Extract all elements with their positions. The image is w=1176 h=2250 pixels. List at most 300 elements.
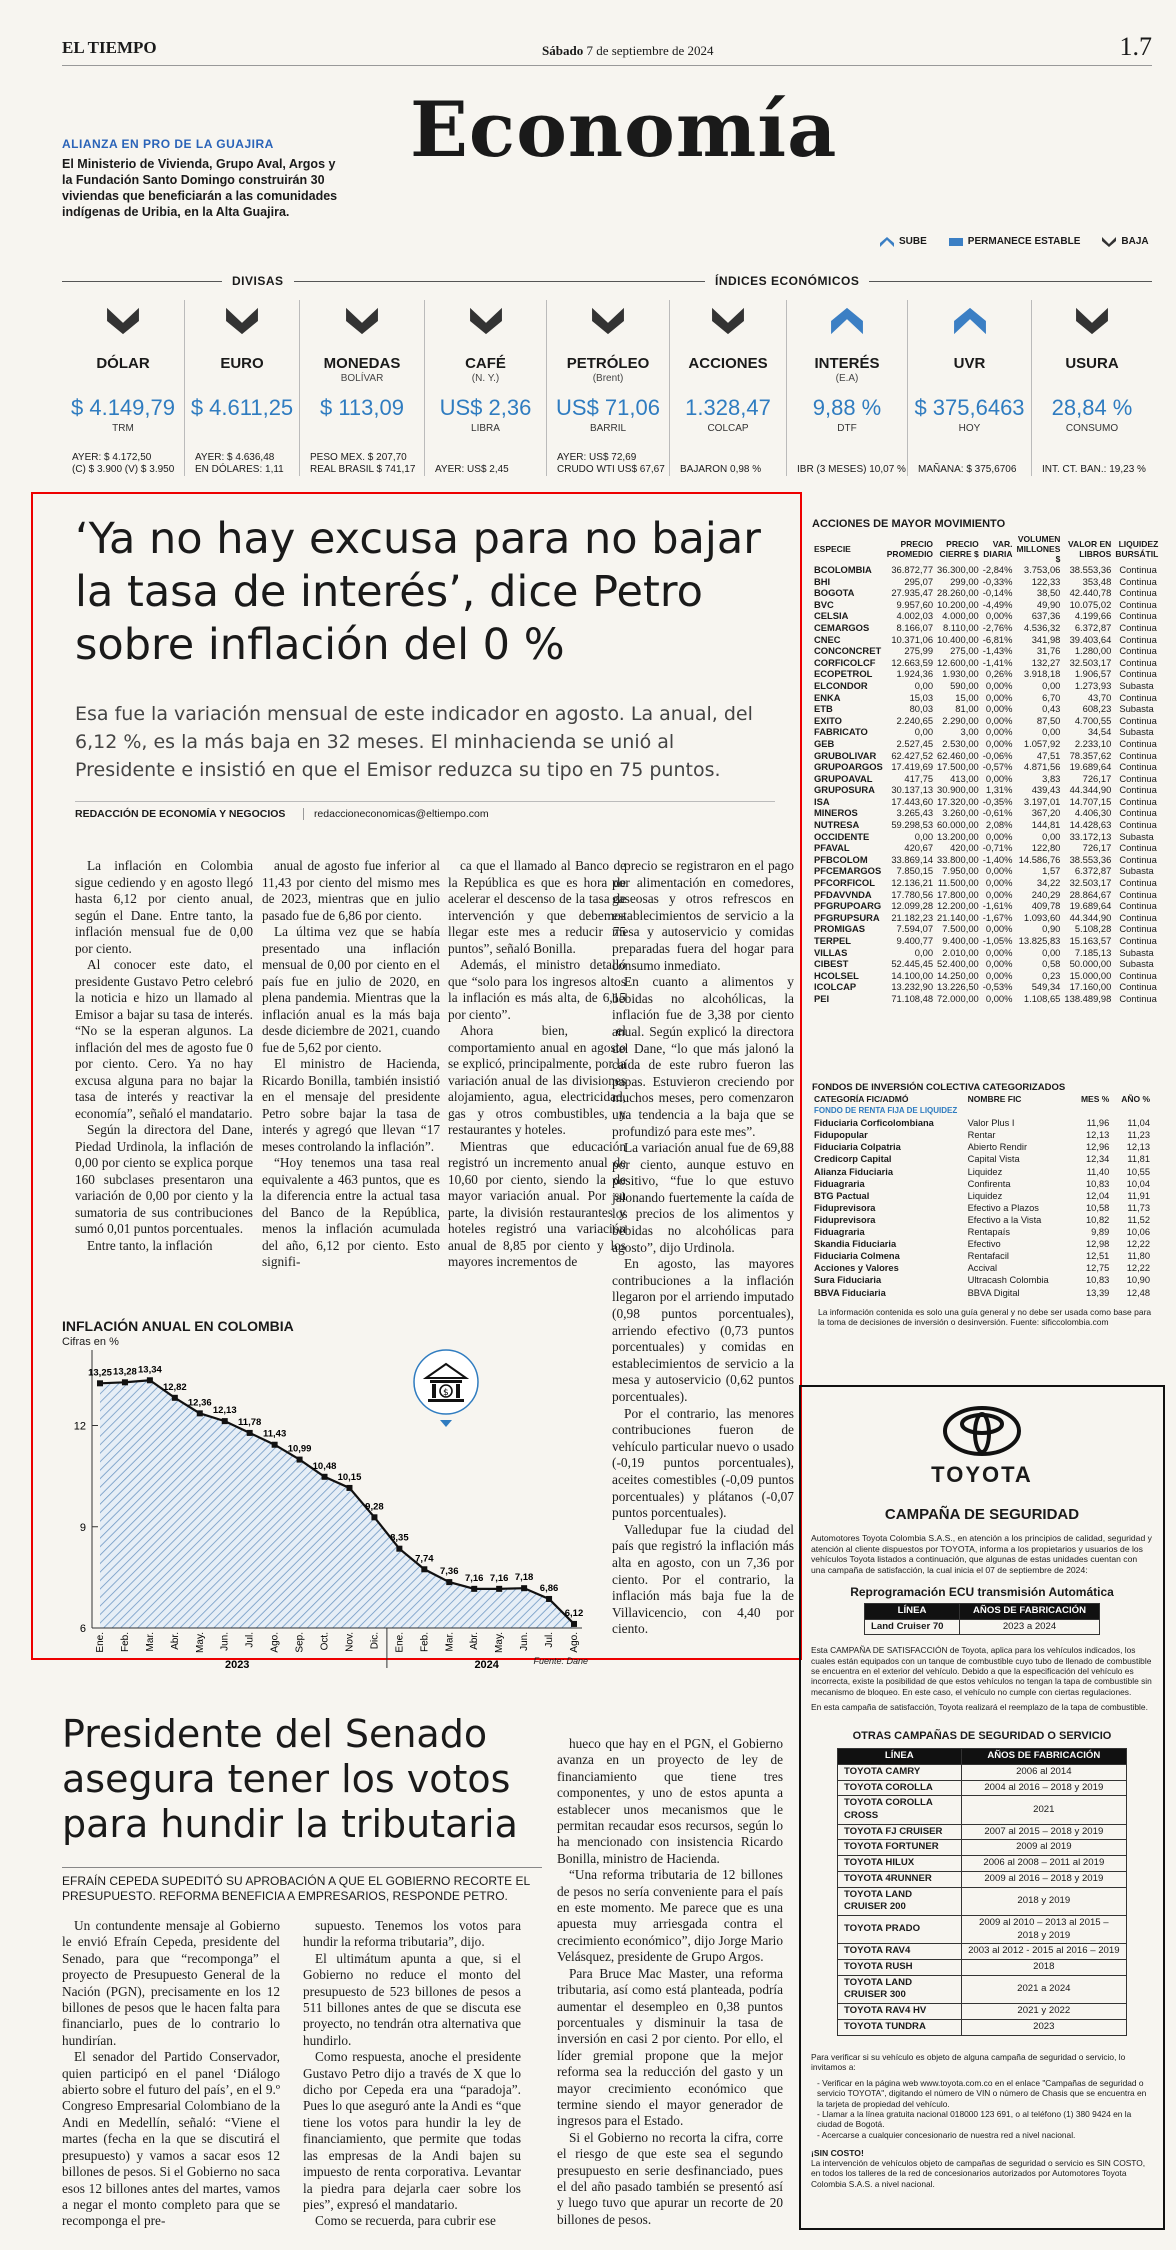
table-cell: 0,00% xyxy=(985,958,1013,970)
section-title: Economía xyxy=(410,85,838,174)
table-cell: 0,00% xyxy=(985,888,1013,900)
table-row xyxy=(812,947,1160,959)
table-cell: 36.872,77 xyxy=(891,564,934,575)
bank-icon xyxy=(412,1348,480,1428)
table-header: LÍNEA xyxy=(838,1749,962,1765)
table-cell: OCCIDENTE xyxy=(814,830,870,842)
indicator-name: CAFÉ xyxy=(465,355,506,372)
table-cell: 12,34 xyxy=(1086,1154,1110,1165)
table-cell: -1,61% xyxy=(982,900,1013,912)
data-label: 12,36 xyxy=(187,1397,212,1409)
table-cell: 0,00 xyxy=(1042,679,1061,691)
indicator-name: PETRÓLEO xyxy=(566,355,650,372)
table-row xyxy=(812,981,1160,993)
table-cell: 2021 xyxy=(961,1796,1126,1824)
y-tick-label: 9 xyxy=(79,1521,86,1534)
table-cell: 353,48 xyxy=(1082,575,1112,587)
table-cell: Continua xyxy=(1119,969,1157,981)
data-label: 13,25 xyxy=(88,1367,112,1379)
funds-note: La información contenida es solo una guía general y no debe ser usada como base para la toma de decisiones de inversión o desinversión. Fuente: sificcolombia.com xyxy=(818,1306,1152,1327)
table-cell: 0,00 xyxy=(914,679,934,691)
table-cell: Efectivo a Plazos xyxy=(967,1202,1039,1213)
paragraph: precio se registraron en el pago por alimentación en comedores, gaseosas y otros refrescos en establecimientos de servicio a la mesa y autoservicio y comidas preparadas fuera del hogar para consumo inmediato. xyxy=(612,858,794,973)
table-cell: Fiduprevisora xyxy=(814,1202,876,1213)
data-point xyxy=(322,1474,328,1480)
data-point xyxy=(222,1418,228,1424)
paragraph: Además, el ministro detalló que “solo para los ingresos altos la inflación es más alta, de 6,15 por ciento”. xyxy=(448,957,626,1022)
table-cell: 0,00 xyxy=(1042,946,1061,958)
table-cell: 2021 a 2024 xyxy=(961,1975,1126,2003)
area-fill xyxy=(100,1380,574,1628)
data-label: 12,13 xyxy=(212,1405,237,1417)
indicator-6 xyxy=(787,300,908,476)
table-row xyxy=(812,1153,1152,1165)
indicator-name: EURO xyxy=(220,355,264,372)
table-cell: Subasta xyxy=(1119,958,1154,970)
table-cell: 21.140,00 xyxy=(937,911,979,923)
table-cell: FABRICATO xyxy=(814,726,868,738)
table-cell: Subasta xyxy=(1119,865,1154,877)
table-cell: -1,40% xyxy=(982,853,1013,865)
table-cell: 17.443,60 xyxy=(891,795,934,807)
paragraph: Según la directora del Dane, Piedad Urdinola, la inflación de 0,00 por ciento se explica porque 160 subclases presentaron una variación de 0,00 por ciento y la sumatoria de sus contribuciones sumó 0,01 puntos porcentuales. xyxy=(75,1122,253,1236)
table-cell: Fiduciaria Corficolombiana xyxy=(814,1118,934,1129)
table-cell: 11,73 xyxy=(1127,1202,1150,1213)
table-cell: 15.000,00 xyxy=(1069,969,1112,981)
stocks-header: ESPECIE xyxy=(814,544,851,554)
indicator-sub: BOLÍVAR xyxy=(340,373,384,384)
table-cell: 0,00% xyxy=(985,992,1013,1004)
table-cell: 31,76 xyxy=(1036,645,1061,657)
table-cell: -0,35% xyxy=(982,795,1013,807)
table-row xyxy=(838,1915,1127,1943)
table-row xyxy=(812,715,1160,727)
table-cell: 39.403,64 xyxy=(1069,633,1112,645)
paragraph: La variación anual fue de 69,88 por ciento, aunque estuvo en positivo, “fue lo que estuvo jalonando fuertemente la caída de los precios de los alimentos y bebidas no alcohólicas para agosto”, dijo Urdinola. xyxy=(612,1140,794,1255)
table-row xyxy=(812,1117,1152,1129)
data-label: 10,15 xyxy=(337,1471,362,1483)
table-cell: TOYOTA RAV4 xyxy=(838,1944,962,1960)
data-label: 10,99 xyxy=(287,1443,312,1455)
table-cell: 38.553,36 xyxy=(1069,853,1112,865)
table-cell: 1.108,65 xyxy=(1023,992,1061,1004)
table-row xyxy=(812,889,1160,901)
table-cell: Continua xyxy=(1119,645,1157,657)
table-cell: Liquidez xyxy=(967,1166,1003,1177)
year-label: 2023 xyxy=(224,1659,250,1668)
table-cell: 81,00 xyxy=(955,703,979,715)
funds-header: NOMBRE FIC xyxy=(967,1094,1022,1104)
table-cell: 38,50 xyxy=(1036,587,1061,599)
legend-down: BAJA xyxy=(1102,236,1148,247)
x-tick-label: Oct. xyxy=(319,1632,331,1651)
table-cell: 0,00% xyxy=(985,679,1013,691)
paragraph: El ultimátum apunta a que, si el Gobierno no reduce el monto del presupuesto de 523 billones de pesos a 511 billones antes de que se discuta ese proyecto, no tendrán otra alternativa que hundirlo. xyxy=(303,1950,521,2048)
indicator-name: USURA xyxy=(1065,355,1119,372)
table-row xyxy=(838,1887,1127,1915)
table-cell: 132,27 xyxy=(1031,656,1061,668)
table-cell: 17.320,00 xyxy=(937,795,979,807)
table-cell: 0,00 xyxy=(914,830,934,842)
indicator-unit: TRM xyxy=(112,423,134,434)
paragraph: anual de agosto fue inferior al 11,43 por ciento del mismo mes de 2023, mientras que en julio pasado fue de 6,86 por ciento. xyxy=(262,858,440,923)
table-cell: 62.460,00 xyxy=(937,749,979,761)
table-cell: 0,23 xyxy=(1042,969,1061,981)
table-cell: 4.002,03 xyxy=(896,610,934,622)
table-cell: GRUPOARGOS xyxy=(814,761,883,773)
cost-title: ¡SIN COSTO! xyxy=(811,2147,864,2158)
table-cell: 7.950,00 xyxy=(942,865,979,877)
table-row xyxy=(838,2019,1127,2035)
table-cell: Rentar xyxy=(967,1130,996,1141)
data-label: 9,28 xyxy=(365,1501,384,1513)
table-cell: 14.586,76 xyxy=(1018,853,1061,865)
indicator-foot: AYER: $ 4.172,50 (C) $ 3.900 (V) $ 3.950 xyxy=(72,452,175,475)
table-cell: Fiduciaria Colmena xyxy=(814,1251,900,1262)
data-label: 7,18 xyxy=(514,1572,534,1584)
paragraph: ca que el llamado al Banco de la República es que es hora de acelerar el descenso de la tasa de intervención y que debemos llegar este mes a reducir 75 puntos”, señaló Bonilla. xyxy=(448,858,626,956)
data-label: 6,86 xyxy=(539,1582,559,1594)
table-cell: 11,23 xyxy=(1127,1130,1150,1141)
table-row xyxy=(838,1840,1127,1856)
table-row xyxy=(812,1262,1152,1274)
indicator-unit: BARRIL xyxy=(589,423,627,434)
table-cell: 28.864,67 xyxy=(1069,888,1112,900)
table-cell: 1.280,00 xyxy=(1074,645,1112,657)
table-cell: CELSIA xyxy=(814,610,849,622)
date-day: Sábado xyxy=(542,43,584,58)
down-arrow-icon xyxy=(343,306,381,336)
table-cell: 10,04 xyxy=(1126,1178,1150,1189)
table-header: LÍNEA xyxy=(865,1604,960,1620)
table-cell: CORFICOLCF xyxy=(814,656,876,668)
data-label: 11,78 xyxy=(238,1416,262,1428)
table-cell: TOYOTA TUNDRA xyxy=(838,2019,962,2035)
table-cell: Continua xyxy=(1119,564,1157,575)
funds-title: FONDOS DE INVERSIÓN COLECTIVA CATEGORIZADOS xyxy=(812,1082,1066,1093)
table-cell: 10,83 xyxy=(1086,1275,1110,1286)
x-tick-label: Ene. xyxy=(95,1632,106,1653)
chart-title: INFLACIÓN ANUAL EN COLOMBIA xyxy=(62,1318,294,1334)
table-cell: 4.536,32 xyxy=(1023,621,1061,633)
paragraph: Valledupar fue la ciudad del país que registró la inflación más alta en agosto, con un 7,36 por ciento. Por el contrario, la inflación más baja fue la de Villavicencio, con 4,40 por ciento. xyxy=(612,1521,794,1637)
x-tick-label: Jul. xyxy=(244,1632,256,1648)
table-cell: 12.663,59 xyxy=(891,656,934,668)
table-cell: 11,80 xyxy=(1127,1251,1150,1262)
table-cell: 10,55 xyxy=(1126,1166,1150,1177)
indicator-foot: INT. CT. BAN.: 19,23 % xyxy=(1042,464,1146,475)
table-cell: 10,58 xyxy=(1086,1202,1110,1213)
table-row xyxy=(812,1226,1152,1238)
x-tick-label: Jul. xyxy=(544,1632,556,1648)
table-row xyxy=(812,576,1160,588)
x-tick-label: Abr. xyxy=(169,1632,181,1650)
table-cell: 33.869,14 xyxy=(891,853,934,865)
data-point xyxy=(147,1377,153,1383)
table-cell: 36.300,00 xyxy=(937,564,979,575)
table-cell: 10,90 xyxy=(1126,1275,1150,1286)
table-header: AÑOS DE FABRICACIÓN xyxy=(960,1604,1100,1620)
table-cell: 409,78 xyxy=(1031,900,1061,912)
article2-subhead: EFRAÍN CEPEDA SUPEDITÓ SU APROBACIÓN A QUE EL GOBIERNO RECORTE EL PRESUPUESTO. REFORMA BENEFICIA A EMPRESARIOS, RESPONDE PETRO. xyxy=(62,1867,542,1904)
table-cell: Continua xyxy=(1119,575,1157,587)
table-cell: 275,00 xyxy=(950,645,979,657)
table-cell: -2,76% xyxy=(982,621,1013,633)
table-cell: 0,00% xyxy=(985,923,1013,935)
toyota-steps xyxy=(801,2072,1163,2140)
table-row xyxy=(812,1250,1152,1262)
table-cell: PFBCOLOM xyxy=(814,853,868,865)
table-cell: 0,58 xyxy=(1042,958,1061,970)
table-cell: 549,34 xyxy=(1031,981,1061,993)
table-cell: 0,00% xyxy=(985,703,1013,715)
table-cell: 2009 al 2019 xyxy=(961,1840,1126,1856)
table-cell: 60.000,00 xyxy=(937,819,979,831)
table-cell: 2018 xyxy=(961,1960,1126,1976)
x-tick-label: Mar. xyxy=(144,1632,156,1652)
article-column-3 xyxy=(448,858,626,1271)
table-cell: 1.906,57 xyxy=(1074,668,1112,680)
stocks-table-block xyxy=(812,518,1159,1005)
table-cell: 2.290,00 xyxy=(942,714,979,726)
table-cell: 12,51 xyxy=(1086,1251,1110,1262)
table-cell: Continua xyxy=(1119,900,1157,912)
data-point xyxy=(197,1410,203,1416)
indicator-1 xyxy=(185,300,300,476)
table-cell: 13.200,00 xyxy=(937,830,979,842)
inflation-chart xyxy=(62,1318,598,1668)
table-row xyxy=(812,1287,1152,1299)
table-row xyxy=(812,599,1160,611)
table-cell: Valor Plus I xyxy=(967,1118,1015,1129)
table-cell: 12.136,21 xyxy=(891,877,934,889)
table-cell: Accival xyxy=(967,1263,998,1274)
table-cell: -0,53% xyxy=(982,981,1013,993)
table-cell: Efectivo xyxy=(967,1239,1001,1250)
table-cell: Fiduciaria Colpatria xyxy=(814,1142,901,1153)
table-cell: 19.689,64 xyxy=(1069,761,1112,773)
paragraph: La inflación en Colombia sigue cediendo y en agosto llegó hasta 6,12 por ciento anual, según el Dane. Entre tanto, la inflación mensual fue de 0,00 por ciento. xyxy=(75,858,253,956)
table-cell: -6,81% xyxy=(982,633,1013,645)
table-cell: TOYOTA FJ CRUISER xyxy=(838,1824,962,1840)
table-cell: 80,03 xyxy=(909,703,934,715)
table-cell: 2.527,45 xyxy=(896,737,934,749)
table-header: AÑOS DE FABRICACIÓN xyxy=(961,1749,1126,1765)
date-rest: 7 de septiembre de 2024 xyxy=(586,43,714,58)
table-cell: GRUBOLIVAR xyxy=(814,749,877,761)
data-point xyxy=(546,1596,552,1602)
table-cell: 2.240,65 xyxy=(896,714,934,726)
table-cell: 240,29 xyxy=(1031,888,1061,900)
data-point xyxy=(496,1586,502,1592)
table-cell: 0,00 xyxy=(1042,726,1061,738)
others-title: OTRAS CAMPAÑAS DE SEGURIDAD O SERVICIO xyxy=(852,1730,1112,1743)
table-cell: HCOLSEL xyxy=(814,969,859,981)
data-label: 10,48 xyxy=(312,1460,337,1472)
table-cell: 726,17 xyxy=(1082,842,1112,854)
toyota-body2: En esta campaña de satisfacción, Toyota realizará el reemplazo de la tapa de combustible. xyxy=(811,1701,1148,1712)
table-cell: 637,36 xyxy=(1031,610,1061,622)
table-cell: 2023 a 2024 xyxy=(960,1619,1100,1635)
table-cell: 0,00% xyxy=(985,737,1013,749)
table-cell: 12,13 xyxy=(1126,1142,1150,1153)
indicator-value: US$ 2,36 xyxy=(439,395,532,420)
table-cell: Acciones y Valores xyxy=(814,1263,899,1274)
table-row xyxy=(838,1975,1127,2003)
table-row xyxy=(812,1129,1152,1141)
table-cell: Continua xyxy=(1119,749,1157,761)
table-row xyxy=(812,796,1160,808)
stocks-title: ACCIONES DE MAYOR MOVIMIENTO xyxy=(812,518,1006,530)
down-arrow-icon xyxy=(104,306,142,336)
funds-table xyxy=(812,1093,1152,1299)
indicator-7 xyxy=(908,300,1032,476)
table-cell: 14.707,15 xyxy=(1069,795,1112,807)
table-cell: BBVA Fiduciaria xyxy=(814,1287,886,1298)
data-label: 8,35 xyxy=(390,1532,409,1544)
indicator-value: $ 375,6463 xyxy=(914,395,1025,420)
table-row xyxy=(812,1178,1152,1190)
table-cell: 9.957,60 xyxy=(896,598,934,610)
table-cell: PFGRUPSURA xyxy=(814,911,880,923)
table-cell: 47,51 xyxy=(1036,749,1061,761)
article-column-1 xyxy=(75,858,253,1254)
table-cell: 10.400,00 xyxy=(937,633,979,645)
table-row xyxy=(812,1202,1152,1214)
table-cell: TOYOTA FORTUNER xyxy=(838,1840,962,1856)
table-cell: 2018 y 2019 xyxy=(961,1887,1126,1915)
table-cell: 1.057,92 xyxy=(1023,737,1061,749)
table-cell: Fiduprevisora xyxy=(814,1214,876,1225)
page-number: 1.7 xyxy=(1119,32,1152,61)
table-cell: 5.108,28 xyxy=(1074,923,1112,935)
table-cell: ICOLCAP xyxy=(814,981,857,993)
table-cell: 2009 al 2016 – 2018 y 2019 xyxy=(961,1871,1126,1887)
x-tick-label: Ene. xyxy=(394,1632,406,1653)
table-cell: Efectivo a la Vista xyxy=(967,1214,1042,1225)
table-cell: 1.930,00 xyxy=(942,668,979,680)
table-cell: 417,75 xyxy=(904,772,934,784)
table-cell: 42.440,78 xyxy=(1069,587,1112,599)
table-cell: -0,57% xyxy=(982,761,1013,773)
byline-email[interactable]: redaccioneconomicas@eltiempo.com xyxy=(303,808,489,820)
x-tick-label: Abr. xyxy=(469,1632,481,1650)
indicator-foot: PESO MEX. $ 207,70 REAL BRASIL $ 741,17 xyxy=(310,452,416,475)
table-cell: Rentapaís xyxy=(967,1227,1010,1238)
stocks-header: VALOR EN LIBROS xyxy=(1068,539,1112,559)
table-cell: 11,91 xyxy=(1127,1190,1150,1201)
x-tick-label: May. xyxy=(494,1632,506,1653)
list-item: - Verificar en la página web www.toyota.com.co en el enlace "Campañas de seguridad o servicio TOYOTA", digitando el número de VIN o número de Chasis que se encuentra en la tarjeta de propiedad del vehículo. xyxy=(817,2078,1147,2109)
table-row xyxy=(812,645,1160,657)
down-arrow-icon xyxy=(223,306,261,336)
table-cell: PEI xyxy=(814,992,830,1004)
data-label: 12,82 xyxy=(162,1381,187,1393)
table-cell: 44.344,90 xyxy=(1069,784,1112,796)
others-table xyxy=(837,1748,1127,2035)
table-cell: 2023 xyxy=(961,2019,1126,2035)
teaser-kicker: ALIANZA EN PRO DE LA GUAJIRA xyxy=(62,137,274,151)
table-cell: Continua xyxy=(1119,598,1157,610)
table-cell: 33.800,00 xyxy=(937,853,979,865)
table-cell: Continua xyxy=(1119,737,1157,749)
article2-headline: Presidente del Senado asegura tener los votos para hundir la tributaria xyxy=(62,1712,518,1846)
table-cell: -1,05% xyxy=(982,935,1013,946)
table-row xyxy=(838,1824,1127,1840)
table-row xyxy=(838,1856,1127,1872)
table-cell: BHI xyxy=(814,575,831,587)
table-cell: 2009 al 2010 – 2013 al 2015 – 2018 y 2019 xyxy=(961,1915,1126,1943)
indicator-sub xyxy=(1032,373,1152,385)
table-cell: BBVA Digital xyxy=(967,1287,1020,1298)
table-cell: 0,26% xyxy=(985,668,1013,680)
stocks-header: VAR. DIARIA xyxy=(983,539,1013,559)
paragraph: hueco que hay en el PGN, el Gobierno avanza en un proyecto de ley de financiamiento que tiene tres componentes, y uno de estos apunta a establecer unos mecanismos que le permitan recaudar esos recursos, según lo ha mencionado con insistencia Ricardo Bonilla, ministro de Hacienda. xyxy=(557,1736,783,1866)
svg-text:$: $ xyxy=(443,1388,449,1398)
paragraph: Mientras que educación registró un incremento anual de 10,60 por ciento, siendo la de mayor variación anual. Por su parte, la división restaurantes y hoteles registró una variación anual de 8,85 por ciento y los mayores incrementos de xyxy=(448,1138,626,1269)
table-cell: ELCONDOR xyxy=(814,679,868,691)
table-cell: 10.075,02 xyxy=(1069,598,1112,610)
table-cell: 1.924,36 xyxy=(896,668,934,680)
table-cell: 32.503,17 xyxy=(1069,656,1112,668)
table-cell: 12,75 xyxy=(1086,1263,1110,1274)
table-row xyxy=(812,564,1160,576)
data-label: 11,43 xyxy=(263,1428,287,1440)
paragraph: La última vez que se había presentado una inflación mensual de 0,00 por ciento en el país fue en julio de 2020, en plena pandemia. Mientras que la inflación anual es la más baja desde diciembre de 2021, cuando fue de 5,62 por ciento. xyxy=(262,924,440,1055)
table-cell: Continua xyxy=(1119,795,1157,807)
table-cell: 12,48 xyxy=(1126,1287,1150,1298)
page-date xyxy=(542,43,714,59)
table-cell: 3,00 xyxy=(960,726,979,738)
table-cell: ETB xyxy=(814,703,833,715)
table-cell: 15,00 xyxy=(955,691,979,703)
table-cell: 122,33 xyxy=(1031,575,1061,587)
indices-label: ÍNDICES ECONÓMICOS xyxy=(705,274,869,288)
table-cell: Continua xyxy=(1119,981,1157,993)
table-cell: Continua xyxy=(1119,691,1157,703)
paragraph: El senador del Partido Conservador, quien participó en el panel ‘Diálogo abierto sobre el futuro del país’, en el 9.º Congreso Empresarial Colombiano de la Andi en Medellín, señaló: “Viene el martes (fecha en la que se discutirá el presupuesto) y vamos a sacar esos 12 billones de pesos. Si el Gobierno no saca esos 12 billones antes del martes, vamos a negar el monto completo para que se recomponga el pre- xyxy=(62,2049,280,2229)
table-cell: 3.753,06 xyxy=(1023,564,1061,575)
table-cell: 17.780,56 xyxy=(891,888,934,900)
table-row xyxy=(812,761,1160,773)
table-cell: 0,00 xyxy=(914,726,934,738)
table-cell: TOYOTA PRADO xyxy=(838,1915,962,1943)
table-cell: -0,71% xyxy=(982,842,1013,854)
paragraph: En agosto, las mayores contribuciones a la inflación llegaron por el arriendo imputado (0,98 puntos porcentuales), arriendo efectivo (0,73 puntos porcentuales) y comidas en establecimientos de servicio a la mesa y autoservicio (0,62 puntos porcentuales). xyxy=(612,1256,794,1404)
stocks-header: LIQUIDEZ BURSÁTIL xyxy=(1115,539,1159,559)
table-cell: PFGRUPOARG xyxy=(814,900,882,912)
funds-subtitle: FONDO DE RENTA FIJA DE LIQUIDEZ xyxy=(814,1106,958,1116)
table-cell: Continua xyxy=(1119,842,1157,854)
table-cell: -0,06% xyxy=(982,749,1013,761)
table-cell: 17.419,69 xyxy=(891,761,934,773)
data-point xyxy=(446,1579,452,1585)
stocks-header: PRECIO PROMEDIO xyxy=(886,539,934,559)
toyota-campaign-title: CAMPAÑA DE SEGURIDAD xyxy=(884,1506,1080,1523)
data-point xyxy=(122,1379,128,1385)
indicator-sub: (N. Y.) xyxy=(471,373,500,384)
table-cell: TERPEL xyxy=(814,935,851,946)
table-cell: 17.160,00 xyxy=(1069,981,1112,993)
table-cell: 14.428,63 xyxy=(1069,819,1112,831)
indicator-name: MONEDAS xyxy=(323,355,401,372)
table-cell: 17.500,00 xyxy=(937,761,979,773)
table-cell: GRUPOSURA xyxy=(814,784,875,796)
table-cell: 4.700,55 xyxy=(1074,714,1112,726)
toyota-verify: Para verificar si su vehículo es objeto de alguna campaña de seguridad o servicio, lo invitamos a: xyxy=(811,2051,1126,2072)
table-cell: 34,54 xyxy=(1087,726,1112,738)
data-point xyxy=(396,1546,402,1552)
